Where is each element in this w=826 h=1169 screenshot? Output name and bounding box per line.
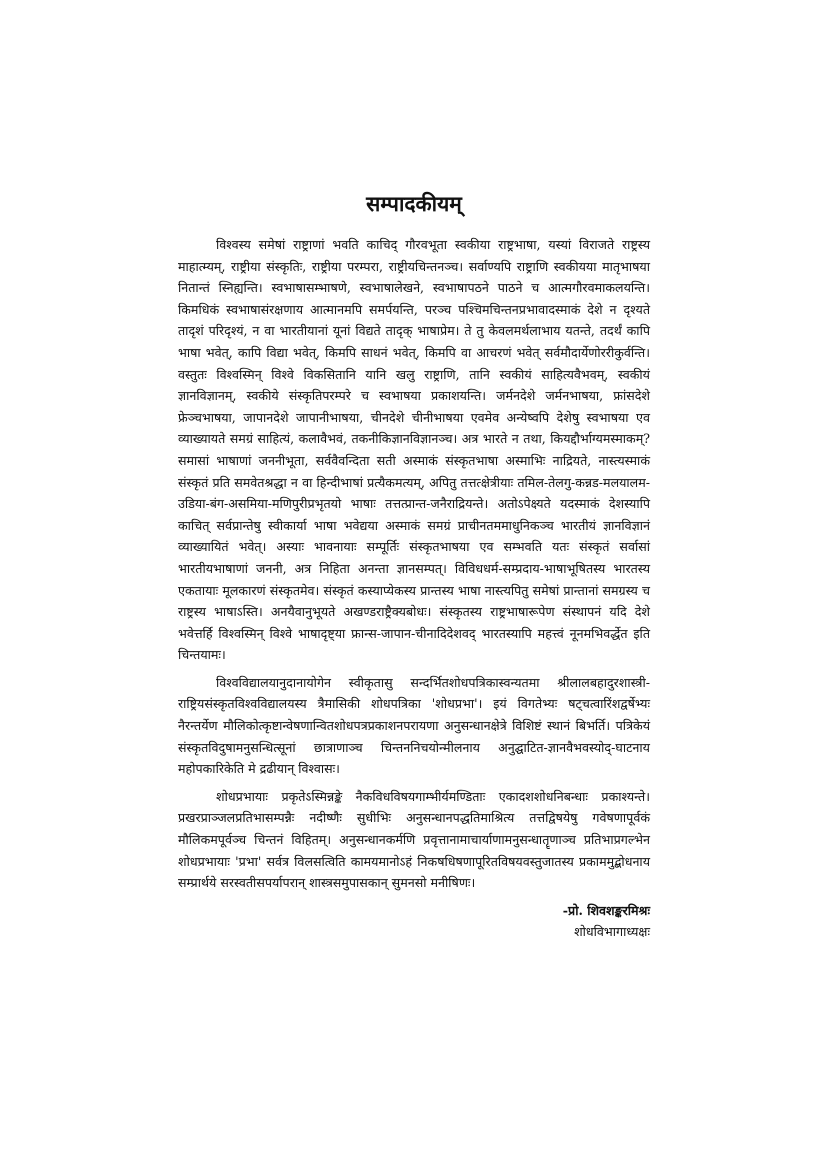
paragraph-3: शोधप्रभायाः प्रकृतेऽस्मिन्नङ्के नैकविधविषयगाम्भीर्यमण्डिताः एकादशशोधनिबन्धाः प्रकाश्यन्ते। प्रखरप्राञ्जलप्रतिभासम्पन्नैः नदीष्णैः सुधीभिः अनुसन्धानपद्धतिमाश्रित्य तत्तद्विषयेषु गवेषणापूर्वकं मौलिकमपूर्वञ्च चिन्तनं विहितम्। अनुसन्धानकर्मणि प्रवृत्तानामाचार्याणामनुसन्धातॄणाञ्च प्रतिभाप्रगल्भेन शोधप्रभायाः 'प्रभा' सर्वत्र विलसत्विति कामयमानोऽहं निकषधिषणापूरितविषयवस्तुजातस्य प्रकाममुद्बोधनाय सम्प्रार्थये सरस्वतीसपर्यापरान् शास्त्रसमुपासकान् सुमनसो मनीषिणः। <box>178 788 650 891</box>
page-title: सम्पादकीयम् <box>366 192 462 216</box>
editorial-page <box>178 190 650 943</box>
signature-name: -प्रो. शिवशङ्करमिश्रः <box>562 902 650 918</box>
signature-block <box>178 900 650 943</box>
paragraph-2: विश्वविद्यालयानुदानायोगेन स्वीकृतासु सन्दर्भितशोधपत्रिकास्वन्यतमा श्रीलालबहादुरशास्त्री-राष्ट्रियसंस्कृतविश्वविद्यालयस्य त्रैमासिकी शोधपत्रिका 'शोधप्रभा'। इयं विगतेभ्यः षट्चत्वारिंशद्वर्षेभ्यः नैरन्तर्येण मौलिकोत्कृष्टान्वेषणान्वितशोधपत्रप्रकाशनपरायणा अनुसन्धानक्षेत्रे विशिष्टं स्थानं बिभर्ति। पत्रिकेयं संस्कृतविदुषामनुसन्धित्सूनां छात्राणाञ्च चिन्तननिचयोन्मीलनाय अनुद्घाटित-ज्ञानवैभवस्योद्-घाटनाय महोपकारिकेति मे द्रढीयान् विश्वासः। <box>178 674 650 777</box>
signature-designation: शोधविभागाध्यक्षः <box>574 924 650 940</box>
paragraph-1: विश्वस्य समेषां राष्ट्राणां भवति काचिद् गौरवभूता स्वकीया राष्ट्रभाषा, यस्यां विराजते राष्ट्रस्य माहात्म्यम्, राष्ट्रीया संस्कृतिः, राष्ट्रीया परम्परा, राष्ट्रीयचिन्तनञ्च। सर्वाण्यपि राष्ट्राणि स्वकीयया मातृभाषया नितान्तं स्निह्यन्ति। स्वभाषासम्भाषणे, स्वभाषालेखने, स्वभाषापठने पाठने च आत्मगौरवमाकलयन्ति। किमधिकं स्वभाषासंरक्षणाय आत्मानमपि समर्पयन्ति, परञ्च पश्चिमचिन्तनप्रभावादस्माकं देशे न दृश्यते तादृशं परिदृश्यं, न वा भारतीयानां यूनां विद्यते तादृक् भाषाप्रेम। ते तु केवलमर्थलाभाय यतन्ते, तदर्थं कापि भाषा भवेत्, कापि विद्या भवेत्, किमपि साधनं भवेत्, किमपि वा आचरणं भवेत् सर्वमौदार्येणोररीकुर्वन्ति। वस्तुतः विश्वस्मिन् विश्वे विकसितानि यानि खलु राष्ट्राणि, तानि स्वकीयं साहित्यवैभवम्, स्वकीयं ज्ञानविज्ञानम्, स्वकीये संस्कृतिपरम्परे च स्वभाषया प्रकाशयन्ति। जर्मनदेशे जर्मनभाषया, फ्रांसदेशे फ्रेञ्चभाषया, जापानदेशे जापानीभाषया, चीनदेशे चीनीभाषया एवमेव अन्येष्वपि देशेषु स्वभाषया एव व्याख्यायते समग्रं साहित्यं, कलावैभवं, तकनीकिज्ञानविज्ञानञ्च। अत्र भारते न तथा, कियद्दौर्भाग्यमस्माकम्? समासां भाषाणां जननीभूता, सर्ववैवन्दिता सती अस्माकं संस्कृतभाषा अस्माभिः नाद्रियते, नास्त्यस्माकं संस्कृतं प्रति समवेतश्रद्धा न वा हिन्दीभाषां प्रत्यैकमत्यम्, अपितु तत्तत्क्षेत्रीयाः तमिल-तेलगु-कन्नड-मलयालम-उडिया-बंग-असमिया-मणिपुरीप्रभृतयो भाषाः तत्तत्प्रान्त-जनैराद्रियन्ते। अतोऽपेक्ष्यते यदस्माकं देशस्यापि काचित् सर्वप्रान्तेषु स्वीकार्या भाषा भवेद्यया अस्माकं समग्रं प्राचीनतममाधुनिकञ्च भारतीयं ज्ञानविज्ञानं व्याख्यायितं भवेत्। अस्याः भावनायाः सम्पूर्तिः संस्कृतभाषया एव सम्भवति यतः संस्कृतं सर्वासां भारतीयभाषाणां जननी, अत्र निहिता अनन्ता ज्ञानसम्पत्। विविधधर्म-सम्प्रदाय-भाषाभूषितस्य भारतस्य एकतायाः मूलकारणं संस्कृतमेव। संस्कृतं कस्याप्येकस्य प्रान्तस्य भाषा नास्त्यपितु समेषां प्रान्तानां समग्रस्य च राष्ट्रस्य भाषाऽस्ति। अनयैवानुभूयते अखण्डराष्ट्रैक्यबोधः। संस्कृतस्य राष्ट्रभाषारूपेण संस्थापनं यदि देशे भवेत्तर्हि विश्वस्मिन् विश्वे भाषादृष्ट्या फ्रान्स-जापान-चीनादिदेशवद् भारतस्यापि महत्त्वं नूनमभिवर्द्धेत इति चिन्तयामः। <box>178 237 650 663</box>
